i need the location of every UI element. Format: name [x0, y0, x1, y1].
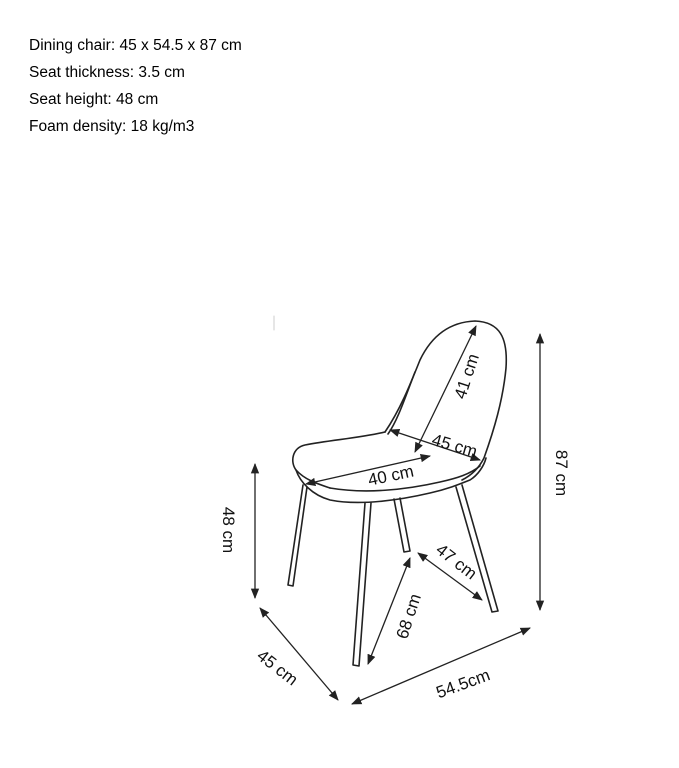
label-seat-width: 45 cm: [429, 430, 480, 462]
chair-leg-front-left: [288, 485, 307, 586]
chair-backrest: [385, 321, 506, 480]
spec-label: Seat height:: [29, 91, 112, 108]
label-leg-spread: 47 cm: [432, 539, 481, 584]
label-seat-depth: 40 cm: [366, 461, 416, 490]
spec-value: 48 cm: [116, 91, 159, 108]
spec-value: 3.5 cm: [138, 64, 185, 81]
spec-value: 18 kg/m3: [130, 118, 195, 135]
chair-leg-back-right: [456, 485, 498, 612]
spec-label: Dining chair:: [29, 37, 116, 54]
chair-leg-back-left: [394, 498, 410, 552]
spec-value: 45 x 54.5 x 87 cm: [119, 37, 242, 54]
chair-leg-front-right: [353, 503, 371, 666]
label-seat-height: 48 cm: [219, 506, 238, 554]
label-backrest-height: 41 cm: [450, 351, 483, 402]
label-base-width: 54.5cm: [433, 665, 493, 703]
label-overall-height: 87 cm: [552, 449, 571, 497]
label-base-depth: 45 cm: [253, 645, 302, 690]
label-leg-length: 68 cm: [392, 591, 425, 642]
spec-label: Seat thickness:: [29, 64, 135, 81]
spec-label: Foam density:: [29, 118, 127, 135]
